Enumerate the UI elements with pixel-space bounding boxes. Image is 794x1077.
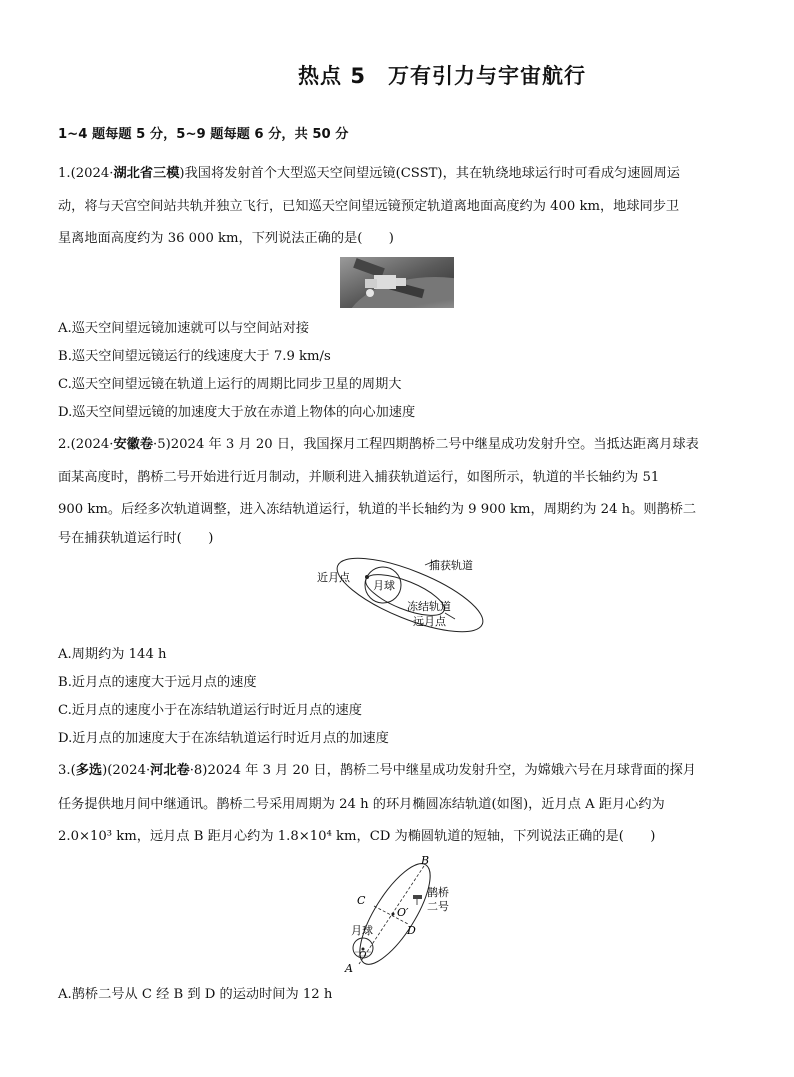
q2-option-d: D.近月点的加速度大于在冻结轨道运行时近月点的加速度 — [58, 731, 389, 746]
label-d: D — [407, 924, 416, 937]
label-moon: 月球 — [351, 924, 373, 937]
label-perilune: 近月点 — [317, 571, 350, 584]
q1-option-d: D.巡天空间望远镜的加速度大于放在赤道上物体的向心加速度 — [58, 405, 416, 420]
relay-satellite-icon — [413, 895, 422, 899]
q1-option-a: A.巡天空间望远镜加速就可以与空间站对接 — [58, 321, 310, 336]
q1-line3: 星离地面高度约为 36 000 km，下列说法正确的是( ) — [58, 231, 394, 246]
q2-source: 安徽卷 — [113, 437, 154, 452]
q2-line1: 2.(2024·安徽卷·5)2024 年 3 月 20 日，我国探月工程四期鹊桥二号中继星成功发射升空。当抵达距离月球表 — [58, 437, 699, 452]
q2-line3: 900 km。后经多次轨道调整，进入冻结轨道运行，轨道的半长轴约为 9 900 km，周期约为 24 h。则鹊桥二 — [58, 502, 697, 517]
label-capture-orbit: 捕获轨道 — [429, 559, 473, 572]
label-moon: 月球 — [373, 579, 395, 592]
q2-line2: 面某高度时，鹊桥二号开始进行近月制动，并顺利进入捕获轨道运行，如图所示，轨道的半长轴约为 51 — [58, 470, 660, 485]
q3-line3: 2.0×10³ km，远月点 B 距月心约为 1.8×10⁴ km，CD 为椭圆轨道的短轴，下列说法正确的是( ) — [58, 829, 656, 844]
label-b: B — [421, 856, 430, 867]
q2-option-a: A.周期约为 144 h — [58, 647, 167, 662]
q3-multi-choice: 多选 — [75, 763, 103, 778]
q2-option-b: B.近月点的速度大于远月点的速度 — [58, 675, 257, 690]
orbit-diagram-frozen — [335, 856, 465, 980]
q1-source: 湖北省三模 — [113, 166, 180, 181]
space-station-photo — [340, 257, 454, 312]
orbit-center-point — [392, 913, 395, 916]
orbit-diagram-capture — [315, 555, 490, 639]
q1-option-b: B.巡天空间望远镜运行的线速度大于 7.9 km/s — [58, 349, 331, 364]
perilune-point — [365, 575, 369, 579]
label-relay-line1: 鹊桥 — [427, 886, 449, 899]
label-apolune: 远月点 — [413, 615, 446, 628]
label-o: O — [359, 951, 367, 961]
q3-option-a: A.鹊桥二号从 C 经 B 到 D 的运动时间为 12 h — [58, 987, 333, 1002]
q1-line1: 1.(2024·湖北省三模)我国将发射首个大型巡天空间望远镜(CSST)，其在轨绕地球运行时可看成匀速圆周运 — [58, 166, 680, 181]
label-c: C — [357, 894, 366, 907]
q1-option-c: C.巡天空间望远镜在轨道上运行的周期比同步卫星的周期大 — [58, 377, 402, 392]
major-axis — [359, 866, 424, 964]
q2-option-c: C.近月点的速度小于在冻结轨道运行时近月点的速度 — [58, 703, 362, 718]
q1-line2: 动，将与天宫空间站共轨并独立飞行，已知巡天空间望远镜预定轨道离地面高度约为 400 km，地球同步卫 — [58, 199, 680, 214]
label-relay-line2: 二号 — [427, 900, 449, 913]
label-o-prime: O′ — [397, 906, 409, 919]
q3-source: 河北卷 — [150, 763, 190, 778]
score-intro: 1~4 题每题 5 分，5~9 题每题 6 分，共 50 分 — [58, 127, 349, 142]
q2-line4: 号在捕获轨道运行时( ) — [58, 531, 214, 546]
q3-line1: 3.(多选)(2024·河北卷·8)2024 年 3 月 20 日，鹊桥二号中继星成功发射升空，为嫦娥六号在月球背面的探月 — [58, 763, 696, 778]
q3-line2: 任务提供地月间中继通讯。鹊桥二号采用周期为 24 h 的环月椭圆冻结轨道(如图)，近月点 A 距月心约为 — [58, 797, 665, 812]
label-a: A — [345, 962, 353, 975]
page-title: 热点 5 万有引力与宇宙航行 — [298, 64, 586, 88]
label-frozen-orbit: 冻结轨道 — [407, 600, 451, 613]
